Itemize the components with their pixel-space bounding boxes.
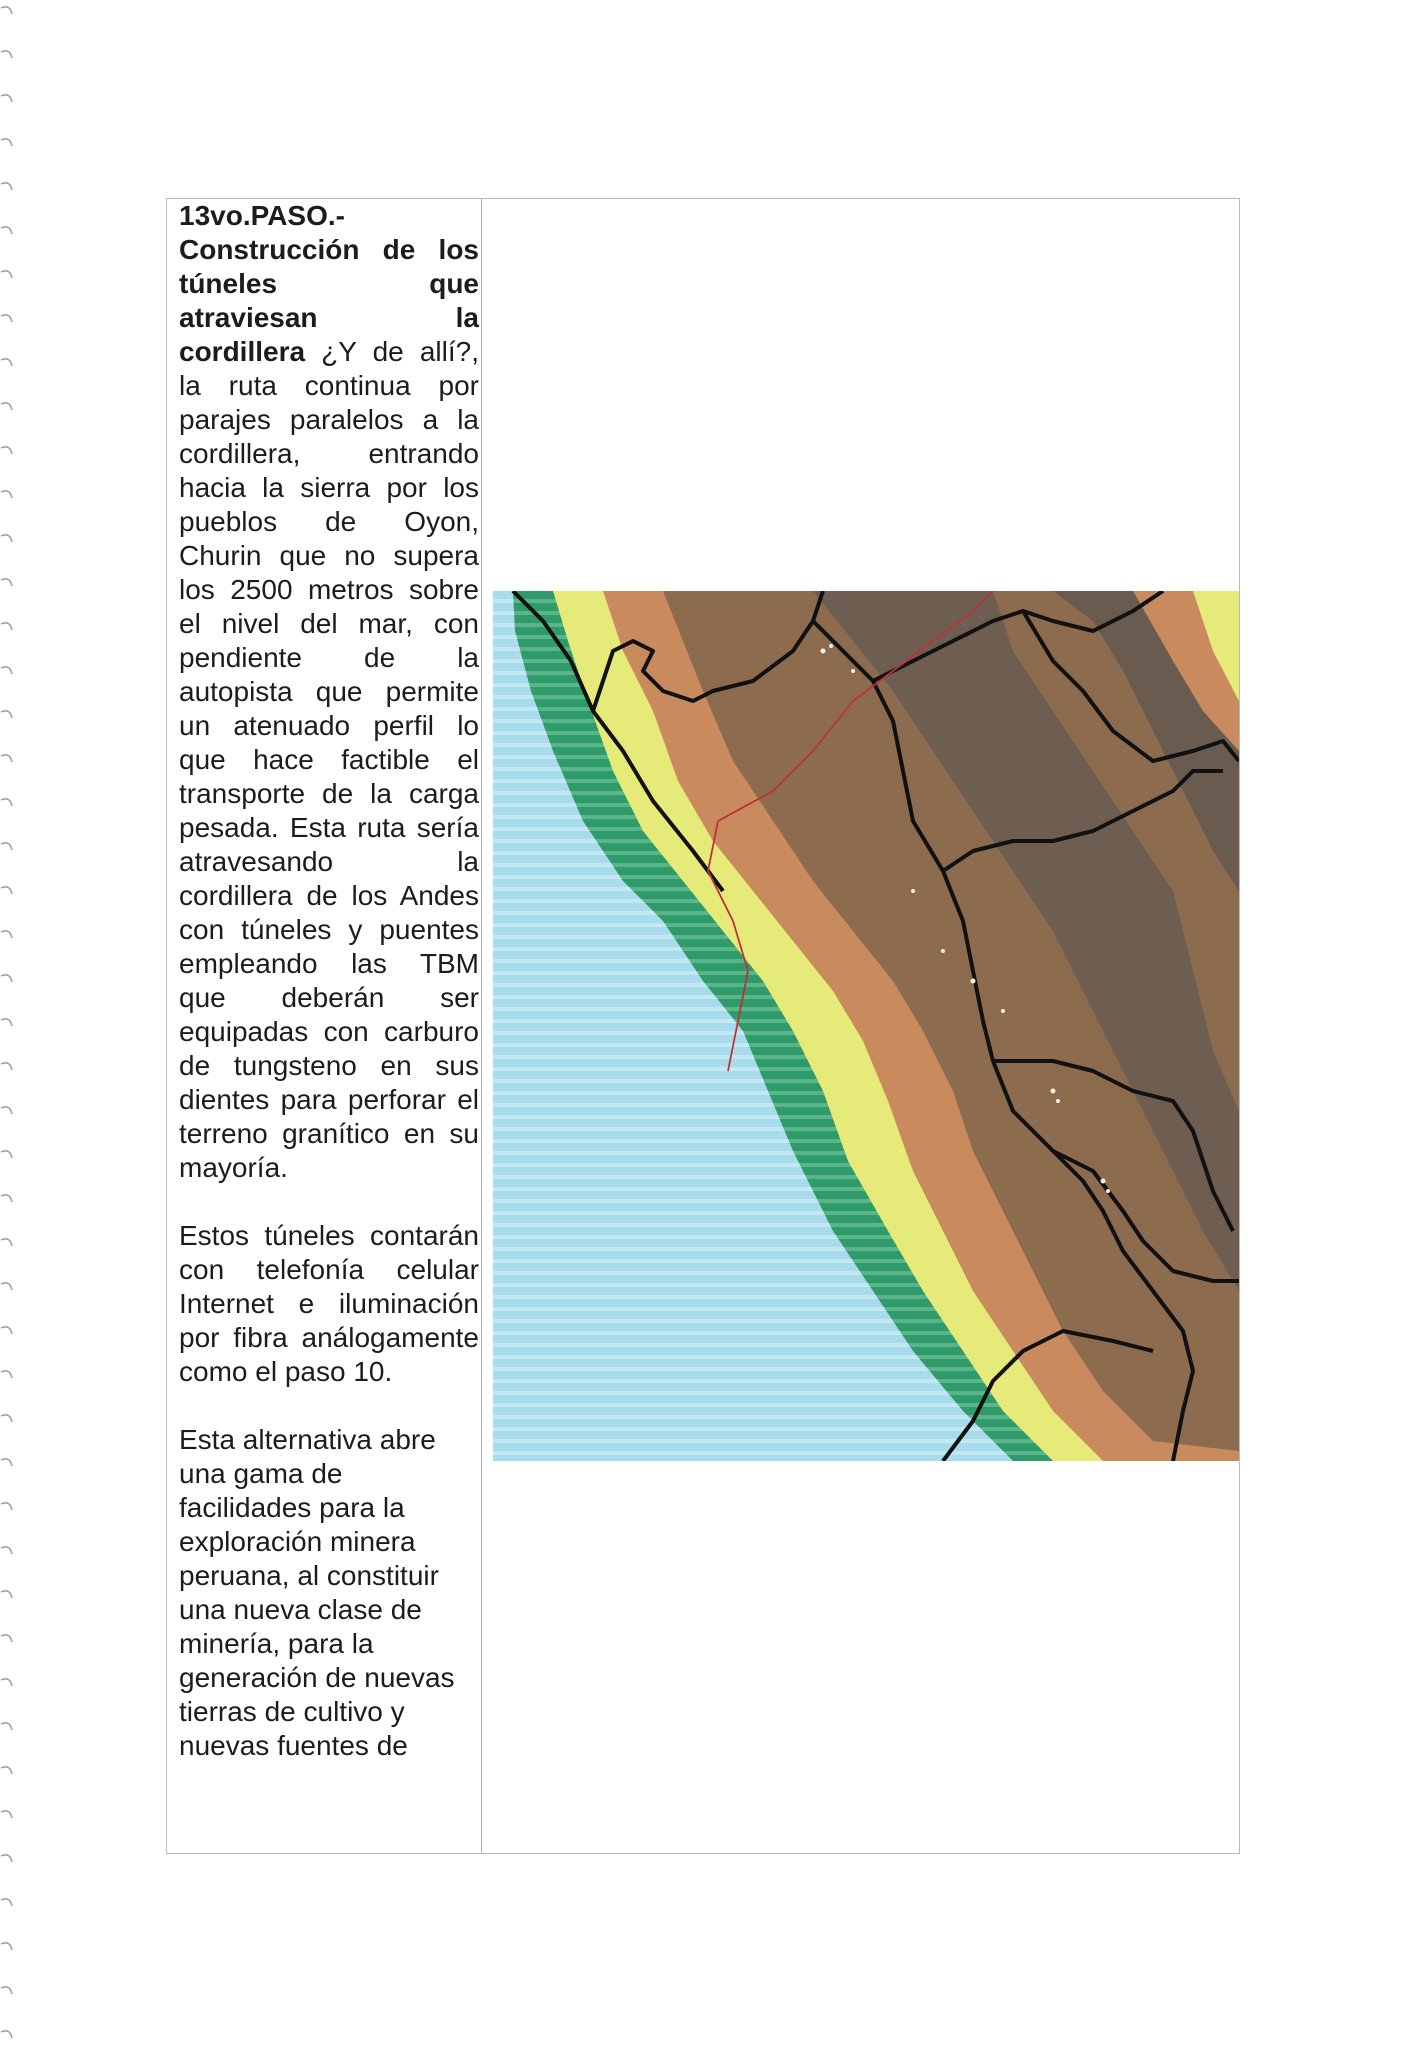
perforation-mark [1,1283,12,1290]
perforation-mark [1,843,12,850]
perforation-mark [1,1415,12,1422]
perforation-mark [1,1151,12,1158]
perforation-mark [1,1547,12,1554]
perforation-mark [1,975,12,982]
perforation-mark [1,1063,12,1070]
paragraph-step-13 [179,199,479,1185]
perforation-mark [1,139,12,146]
perforation-mark [1,51,12,58]
perforation-mark [1,359,12,366]
paragraph-alternative: Esta alternativa abre una gama de facilidades para la exploración minera peruana, al constituir una nueva clase de minería, para la generación de nuevas tierras de cultivo y nuevas fuentes de [179,1424,455,1761]
perforation-mark [1,183,12,190]
relief-map-figure [493,591,1239,1461]
perforation-mark [1,1459,12,1466]
perforation-mark [1,799,12,806]
perforation-mark [1,1987,12,1994]
perforation-mark [1,579,12,586]
perforation-mark [1,403,12,410]
column-divider [481,199,482,1853]
step-heading: 13vo.PASO.- [179,200,345,231]
perforation-mark [1,931,12,938]
perforation-mark [1,447,12,454]
perforation-mark [1,491,12,498]
perforation-mark [1,1239,12,1246]
perforation-mark [1,1019,12,1026]
perforation-mark [1,1591,12,1598]
perforation-mark [1,1943,12,1950]
perforation-mark [1,1503,12,1510]
step-title: Construcción de los túneles que atraviesan la cordillera [179,234,479,367]
text-column [179,199,479,1853]
perforation-mark [1,535,12,542]
perforation-mark [1,887,12,894]
perforation-mark [1,95,12,102]
perforation-mark [1,315,12,322]
paragraph-1-body: ¿Y de allí?, la ruta continua por parajes paralelos a la cordillera, entrando hacia la sierra por los pueblos de Oyon, Churin que no supera los 2500 metros sobre el nivel del mar, con pendiente de la autopista que permite un atenuado perfil lo que hace factible el transporte de la carga pesada. Esta ruta sería atravesando la cordillera de los Andes con túneles y puentes empleando las TBM que deberán ser equipadas con carburo de tungsteno en sus dientes para perforar el terreno granítico en su mayoría. [179,336,479,1183]
perforation-mark [1,1767,12,1774]
perforation-mark [1,227,12,234]
perforation-mark [1,1195,12,1202]
document-table [166,198,1240,1854]
relief-map [493,591,1239,1461]
perforation-mark [1,271,12,278]
perforation-mark [1,1723,12,1730]
perforation-mark [1,667,12,674]
perforation-mark [1,1107,12,1114]
perforation-mark [1,7,12,14]
paragraph-tunnels: Estos túneles contarán con telefonía celular Internet e iluminación por fibra análogamente como el paso 10. [179,1220,479,1387]
perforation-mark [1,1899,12,1906]
perforation-mark [1,755,12,762]
perforation-mark [1,1855,12,1862]
perforation-mark [1,623,12,630]
perforation-mark [1,1327,12,1334]
perforation-mark [1,1635,12,1642]
perforation-mark [1,1371,12,1378]
perforation-mark [1,1811,12,1818]
perforation-mark [1,1679,12,1686]
notebook-perforations [0,0,20,2048]
perforation-mark [1,711,12,718]
perforation-mark [1,2031,12,2038]
